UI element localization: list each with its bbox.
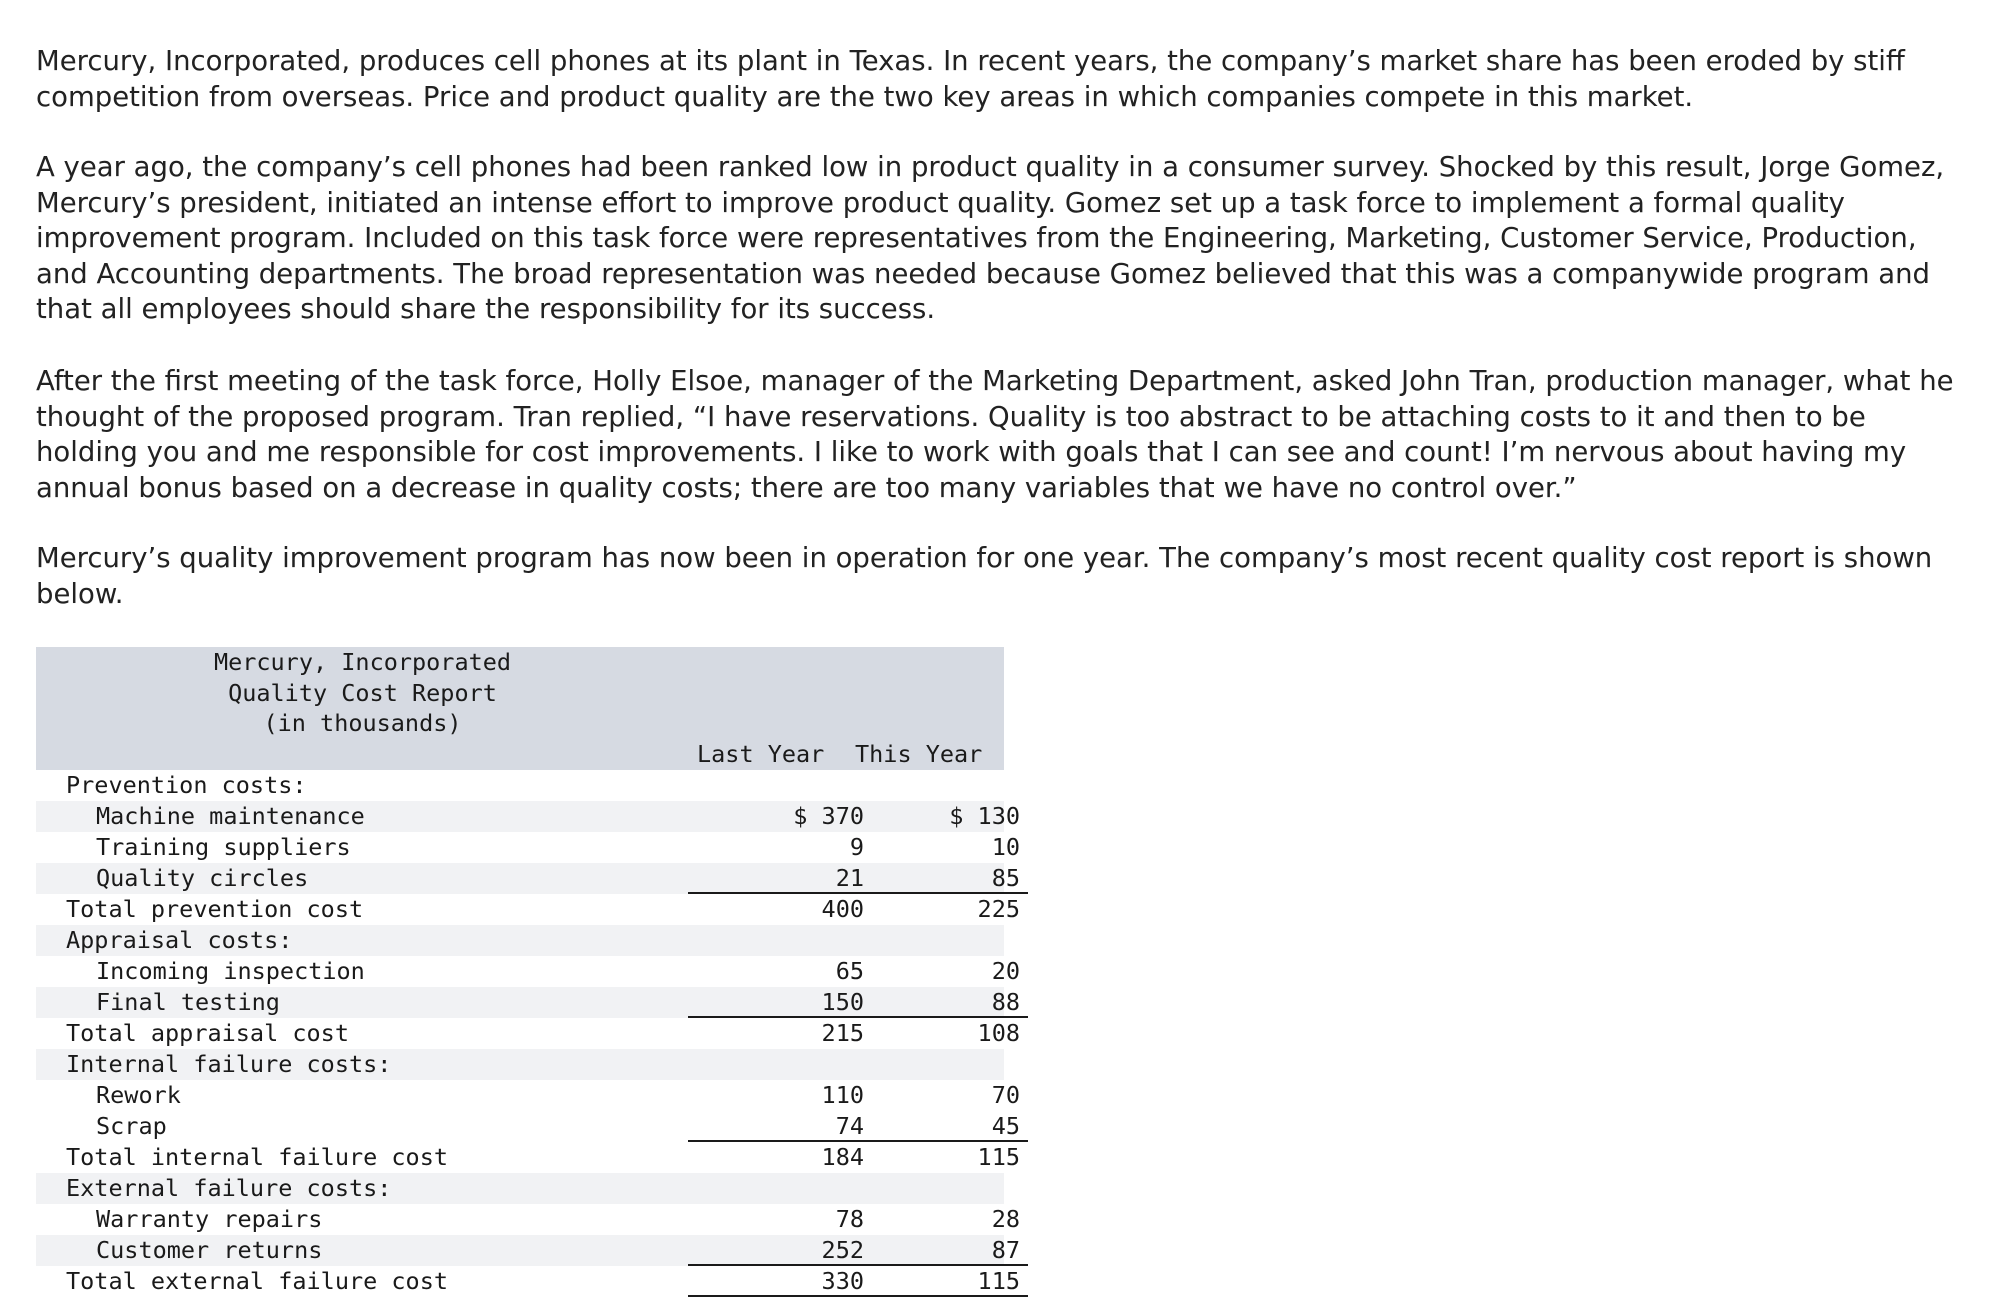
this-year-value: 108	[977, 1019, 1020, 1047]
row-label: Total appraisal cost	[66, 1019, 349, 1047]
report-company-name: Mercury, Incorporated	[213, 648, 512, 676]
report-rows	[36, 770, 1020, 1297]
row-label: Scrap	[96, 1112, 167, 1140]
total-row	[36, 1142, 1020, 1173]
column-header-this-year: This Year	[855, 740, 983, 768]
table-row	[36, 832, 1020, 863]
paragraph-intro: Mercury, Incorporated, produces cell phones at its plant in Texas. In recent years, the company’s market share has been eroded by stiff competition from overseas. Price and product quality are the two key areas in which companies compete in this market.	[36, 45, 1905, 113]
section-header-row	[36, 1173, 1004, 1204]
row-label: Internal failure costs:	[66, 1050, 392, 1078]
last-year-value: 330	[688, 1266, 866, 1297]
row-label: Warranty repairs	[96, 1205, 323, 1233]
row-label: Machine maintenance	[96, 802, 365, 830]
table-row	[36, 1235, 1020, 1266]
this-year-value: 85	[848, 863, 1028, 894]
table-row	[36, 956, 1020, 987]
last-year-value: 21	[688, 863, 866, 894]
section-header-row	[36, 1049, 1004, 1080]
table-row	[36, 863, 1020, 894]
report-title	[36, 647, 689, 739]
this-year-value: 10	[991, 833, 1020, 861]
this-year-value: 88	[848, 987, 1028, 1018]
last-year-value: 400	[821, 895, 864, 923]
row-label: Total prevention cost	[66, 895, 364, 923]
this-year-value: $ 130	[949, 802, 1020, 830]
this-year-value: 70	[991, 1081, 1020, 1109]
last-year-value: 184	[821, 1143, 864, 1171]
table-row	[36, 1204, 1020, 1235]
row-label: Rework	[96, 1081, 181, 1109]
report-header	[36, 647, 1004, 770]
this-year-value: 225	[977, 895, 1020, 923]
last-year-value: 215	[821, 1019, 864, 1047]
paragraph-report-intro: Mercury’s quality improvement program has now been in operation for one year. The company’s most recent quality cost report is shown below.	[36, 542, 1933, 610]
row-label: Quality circles	[96, 864, 309, 892]
report-units: (in thousands)	[263, 709, 462, 737]
last-year-value: $ 370	[793, 802, 864, 830]
column-header-last-year: Last Year	[697, 740, 825, 768]
row-label: Appraisal costs:	[66, 926, 293, 954]
last-year-value: 78	[835, 1205, 864, 1233]
this-year-value: 115	[977, 1143, 1020, 1171]
section-header-row	[36, 925, 1004, 956]
total-row	[36, 894, 1020, 925]
row-label: Training suppliers	[96, 833, 351, 861]
table-row	[36, 801, 1020, 832]
this-year-value: 87	[848, 1235, 1028, 1266]
table-row	[36, 987, 1020, 1018]
section-header-row	[36, 770, 1004, 801]
row-label: Final testing	[96, 988, 280, 1016]
last-year-value: 150	[688, 987, 866, 1018]
quality-cost-report-table	[36, 647, 1020, 1297]
this-year-value: 20	[991, 957, 1020, 985]
last-year-value: 74	[688, 1111, 866, 1142]
total-row	[36, 1018, 1020, 1049]
total-row	[36, 1266, 1020, 1297]
this-year-value: 115	[848, 1266, 1028, 1297]
this-year-value: 45	[848, 1111, 1028, 1142]
paragraph-task-force-meeting: After the first meeting of the task force, Holly Elsoe, manager of the Marketing Department, asked John Tran, production manager, what he thought of the proposed program. Tran replied, “I have reservations. Quality is too abstract to be attaching costs to it and then to be holding you and me responsible for cost improvements. I like to work with goals that I can see and count! I’m nervous about having my annual bonus based on a decrease in quality costs; there are too many variables that we have no control over.”	[36, 365, 1954, 504]
this-year-value: 28	[991, 1205, 1020, 1233]
last-year-value: 65	[835, 957, 864, 985]
paragraph-background: A year ago, the company’s cell phones had been ranked low in product quality in a consumer survey. Shocked by this result, Jorge Gomez, Mercury’s president, initiated an intense effort to improve product quality. Gomez set up a task force to implement a formal quality improvement program. Included on this task force were representatives from the Engineering, Marketing, Customer Service, Production, and Accounting departments. The broad representation was needed because Gomez believed that this was a companywide program and that all employees should share the responsibility for its success.	[36, 151, 1945, 325]
row-label: Incoming inspection	[96, 957, 365, 985]
row-label: Customer returns	[96, 1236, 323, 1264]
last-year-value: 9	[849, 833, 864, 861]
row-label: Total internal failure cost	[66, 1143, 449, 1171]
table-row	[36, 1080, 1020, 1111]
row-label: Total external failure cost	[66, 1267, 449, 1295]
row-label: External failure costs:	[66, 1174, 392, 1202]
table-row	[36, 1111, 1020, 1142]
last-year-value: 252	[688, 1235, 866, 1266]
row-label: Prevention costs:	[66, 771, 307, 799]
last-year-value: 110	[821, 1081, 864, 1109]
report-name: Quality Cost Report	[228, 678, 497, 707]
